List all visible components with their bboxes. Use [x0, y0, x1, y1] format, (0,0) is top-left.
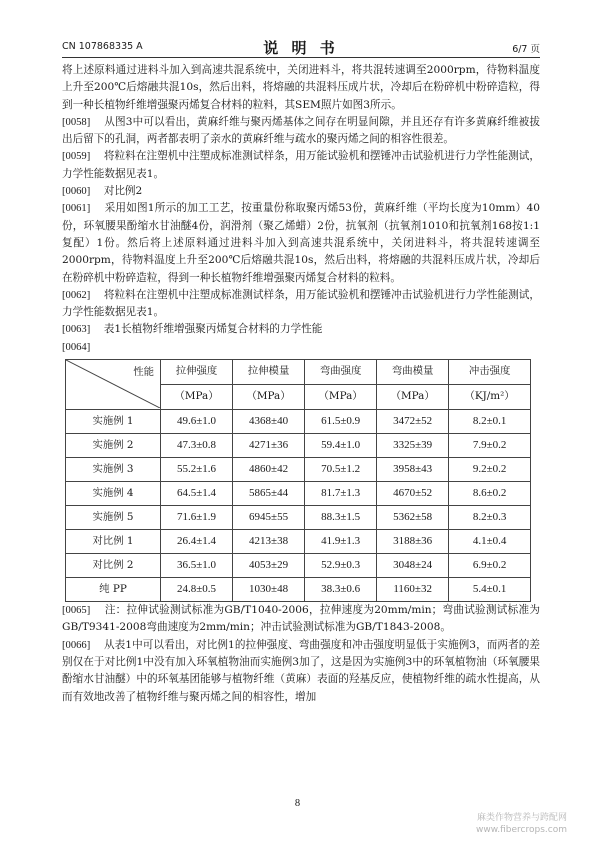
paragraph-number: [0065] [62, 605, 91, 617]
table-cell: 24.8±0.5 [161, 578, 233, 602]
paragraph [62, 148, 540, 183]
table-cell: 70.5±1.2 [305, 458, 377, 482]
table-cell: 8.2±0.3 [449, 506, 531, 530]
table-cell: 3958±43 [377, 458, 449, 482]
paragraph-number: [0064] [62, 341, 91, 353]
paragraph-indent [90, 323, 103, 335]
paragraph-indent [90, 604, 105, 616]
paragraph-indent [90, 150, 104, 162]
paragraph-text: 将上述原料通过进料斗加入到高速共混系统中，关闭进料斗，将共混转速调至2000rpm，待物料温度上升至200℃后熔融共混10s，然后出料，将熔融的共混料压成片状，冷却后在粉碎机中粉碎造粒，得到一种长植物纤维增强聚丙烯复合材料的粒料，其SEM照片如图3所示。 [62, 64, 540, 111]
table-cell: 9.2±0.2 [449, 458, 531, 482]
table-cell: 3472±52 [377, 410, 449, 434]
table-row [66, 506, 531, 530]
document-body [62, 62, 540, 706]
table-row [66, 530, 531, 554]
paragraph-indent [90, 289, 104, 301]
row-label: 对比例 1 [66, 530, 161, 554]
paragraph [62, 183, 540, 200]
table-row [66, 434, 531, 458]
column-unit: （MPa） [233, 385, 305, 410]
table-cell: 3325±39 [377, 434, 449, 458]
table-cell: 38.3±0.6 [305, 578, 377, 602]
mechanical-properties-table [65, 359, 531, 602]
table-cell: 5362±58 [377, 506, 449, 530]
table-corner-cell [66, 360, 161, 410]
table-cell: 47.3±0.8 [161, 434, 233, 458]
table-cell: 4.1±0.4 [449, 530, 531, 554]
corner-label: 性能 [133, 366, 154, 379]
paragraph-indent [90, 202, 104, 214]
watermark-line: 麻类作物营养与跨配网 [476, 813, 567, 823]
column-unit: （MPa） [305, 385, 377, 410]
paragraph [62, 287, 540, 322]
table-row [66, 458, 531, 482]
table-cell: 5.4±0.1 [449, 578, 531, 602]
table-cell: 6.9±0.2 [449, 554, 531, 578]
table-cell: 4053±29 [233, 554, 305, 578]
table-cell: 88.3±1.5 [305, 506, 377, 530]
paragraph [62, 321, 540, 338]
row-label: 纯 PP [66, 578, 161, 602]
column-unit: （KJ/m²） [449, 385, 531, 410]
column-unit: （MPa） [377, 385, 449, 410]
paragraph-text: 从表1中可以看出，对比例1的拉伸强度、弯曲强度和冲击强度明显低于实施例3，而两者的差别仅在于对比例1中没有加入环氧植物油而实施例3加了，这是因为实施例3中的环氧植物油（环氧腰果酚缩水甘油醚）中的环氧基团能够与植物纤维（黄麻）表面的羟基反应，使植物纤维的疏水性提高，从而有效地改善了植物纤维与聚丙烯之间的相容性，增加 [62, 638, 540, 703]
paragraph [62, 339, 540, 356]
table-cell: 5865±44 [233, 482, 305, 506]
paragraph-indent [90, 185, 103, 197]
table-row [66, 482, 531, 506]
row-label: 实施例 5 [66, 506, 161, 530]
row-label: 实施例 3 [66, 458, 161, 482]
paragraph-group-bottom [62, 602, 540, 706]
table-cell: 81.7±1.3 [305, 482, 377, 506]
paragraph [62, 200, 540, 286]
table-cell: 61.5±0.9 [305, 410, 377, 434]
table-cell: 1160±32 [377, 578, 449, 602]
row-label: 实施例 2 [66, 434, 161, 458]
table-cell: 4860±42 [233, 458, 305, 482]
table-cell: 1030±48 [233, 578, 305, 602]
column-header: 弯曲强度 [305, 360, 377, 385]
watermark-url: www.fibercrops.com [476, 825, 567, 835]
table-cell: 3048±24 [377, 554, 449, 578]
paragraph-text: 注：拉伸试验测试标准为GB/T1040-2006，拉伸速度为20mm/min；弯曲试验测试标准为GB/T9341-2008弯曲速度为2mm/min；冲击试验测试标准为GB/T1843-2008。 [62, 604, 540, 634]
page-header [62, 37, 540, 58]
paragraph-group-top [62, 62, 540, 356]
table-row [66, 410, 531, 434]
paragraph-text: 将粒料在注塑机中注塑成标准测试样条，用万能试验机和摆锤冲击试验机进行力学性能测试，力学性能数据见表1。 [62, 150, 540, 180]
column-unit: （MPa） [161, 385, 233, 410]
table-cell: 4670±52 [377, 482, 449, 506]
table-cell: 55.2±1.6 [161, 458, 233, 482]
document-title: 说 明 书 [263, 39, 339, 57]
table-cell: 3188±36 [377, 530, 449, 554]
paragraph [62, 637, 540, 706]
table-body [66, 410, 531, 602]
table-cell: 7.9±0.2 [449, 434, 531, 458]
column-header: 拉伸模量 [233, 360, 305, 385]
table-cell: 49.6±1.0 [161, 410, 233, 434]
paragraph-text: 采用如图1所示的加工工艺，按重量份称取聚丙烯53份，黄麻纤维（平均长度为10mm）40份，环氧腰果酚缩水甘油醚4份，润滑剂（聚乙烯蜡）2份，抗氧剂（抗氧剂1010和抗氧剂168按1:1复配）1份。然后将上述原料通过进料斗加入到高速共混系统中，关闭进料斗，将共混转速调至2000rpm，待物料温度上升至200℃后熔融共混10s，然后出料，将熔融的共混料压成片状，冷却后在粉碎机中粉碎造粒，得到一种长植物纤维增强聚丙烯复合材料的粒料。 [62, 202, 540, 284]
table-row [66, 578, 531, 602]
paragraph [62, 602, 540, 637]
row-label: 对比例 2 [66, 554, 161, 578]
paragraph-number: [0058] [62, 116, 91, 128]
watermark [476, 812, 567, 836]
paragraph-number: [0062] [62, 289, 91, 301]
paragraph-indent [90, 639, 104, 651]
table-row [66, 554, 531, 578]
table-cell: 36.5±1.0 [161, 554, 233, 578]
table-cell: 4368±40 [233, 410, 305, 434]
table-cell: 4271±36 [233, 434, 305, 458]
paragraph [62, 114, 540, 149]
column-header: 冲击强度 [449, 360, 531, 385]
table-cell: 71.6±1.9 [161, 506, 233, 530]
paragraph [62, 62, 540, 114]
paragraph-number: [0061] [62, 203, 91, 215]
paragraph-indent [90, 116, 104, 128]
page-number: 8 [294, 798, 301, 809]
paragraph-text: 将粒料在注塑机中注塑成标准测试样条，用万能试验机和摆锤冲击试验机进行力学性能测试，力学性能数据见表1。 [62, 288, 540, 319]
table-header-row [66, 360, 531, 385]
table-cell: 52.9±0.3 [305, 554, 377, 578]
column-header: 拉伸强度 [161, 360, 233, 385]
page-fraction: 6/7 页 [512, 44, 540, 55]
table-cell: 8.2±0.1 [449, 410, 531, 434]
paragraph-number: [0059] [62, 151, 91, 163]
table-cell: 8.6±0.2 [449, 482, 531, 506]
table-cell: 64.5±1.4 [161, 482, 233, 506]
paragraph-text: 表1长植物纤维增强聚丙烯复合材料的力学性能 [103, 323, 323, 336]
row-label: 实施例 4 [66, 482, 161, 506]
column-header: 弯曲模量 [377, 360, 449, 385]
paragraph-number: [0063] [62, 324, 91, 336]
paragraph-text: 从图3中可以看出，黄麻纤维与聚丙烯基体之间存在明显间隙，并且还存有许多黄麻纤维被拔出后留下的孔洞，两者都表明了亲水的黄麻纤维与疏水的聚丙烯之间的相容性很差。 [62, 115, 540, 146]
table-cell: 4213±38 [233, 530, 305, 554]
patent-number: CN 107868335 A [62, 41, 143, 52]
table-cell: 59.4±1.0 [305, 434, 377, 458]
table-cell: 26.4±1.4 [161, 530, 233, 554]
paragraph-number: [0060] [62, 186, 91, 198]
paragraph-indent [90, 341, 103, 353]
paragraph-text: 对比例2 [103, 185, 143, 198]
table-cell: 41.9±1.3 [305, 530, 377, 554]
paragraph-number: [0066] [62, 639, 91, 651]
table-cell: 6945±55 [233, 506, 305, 530]
row-label: 实施例 1 [66, 410, 161, 434]
